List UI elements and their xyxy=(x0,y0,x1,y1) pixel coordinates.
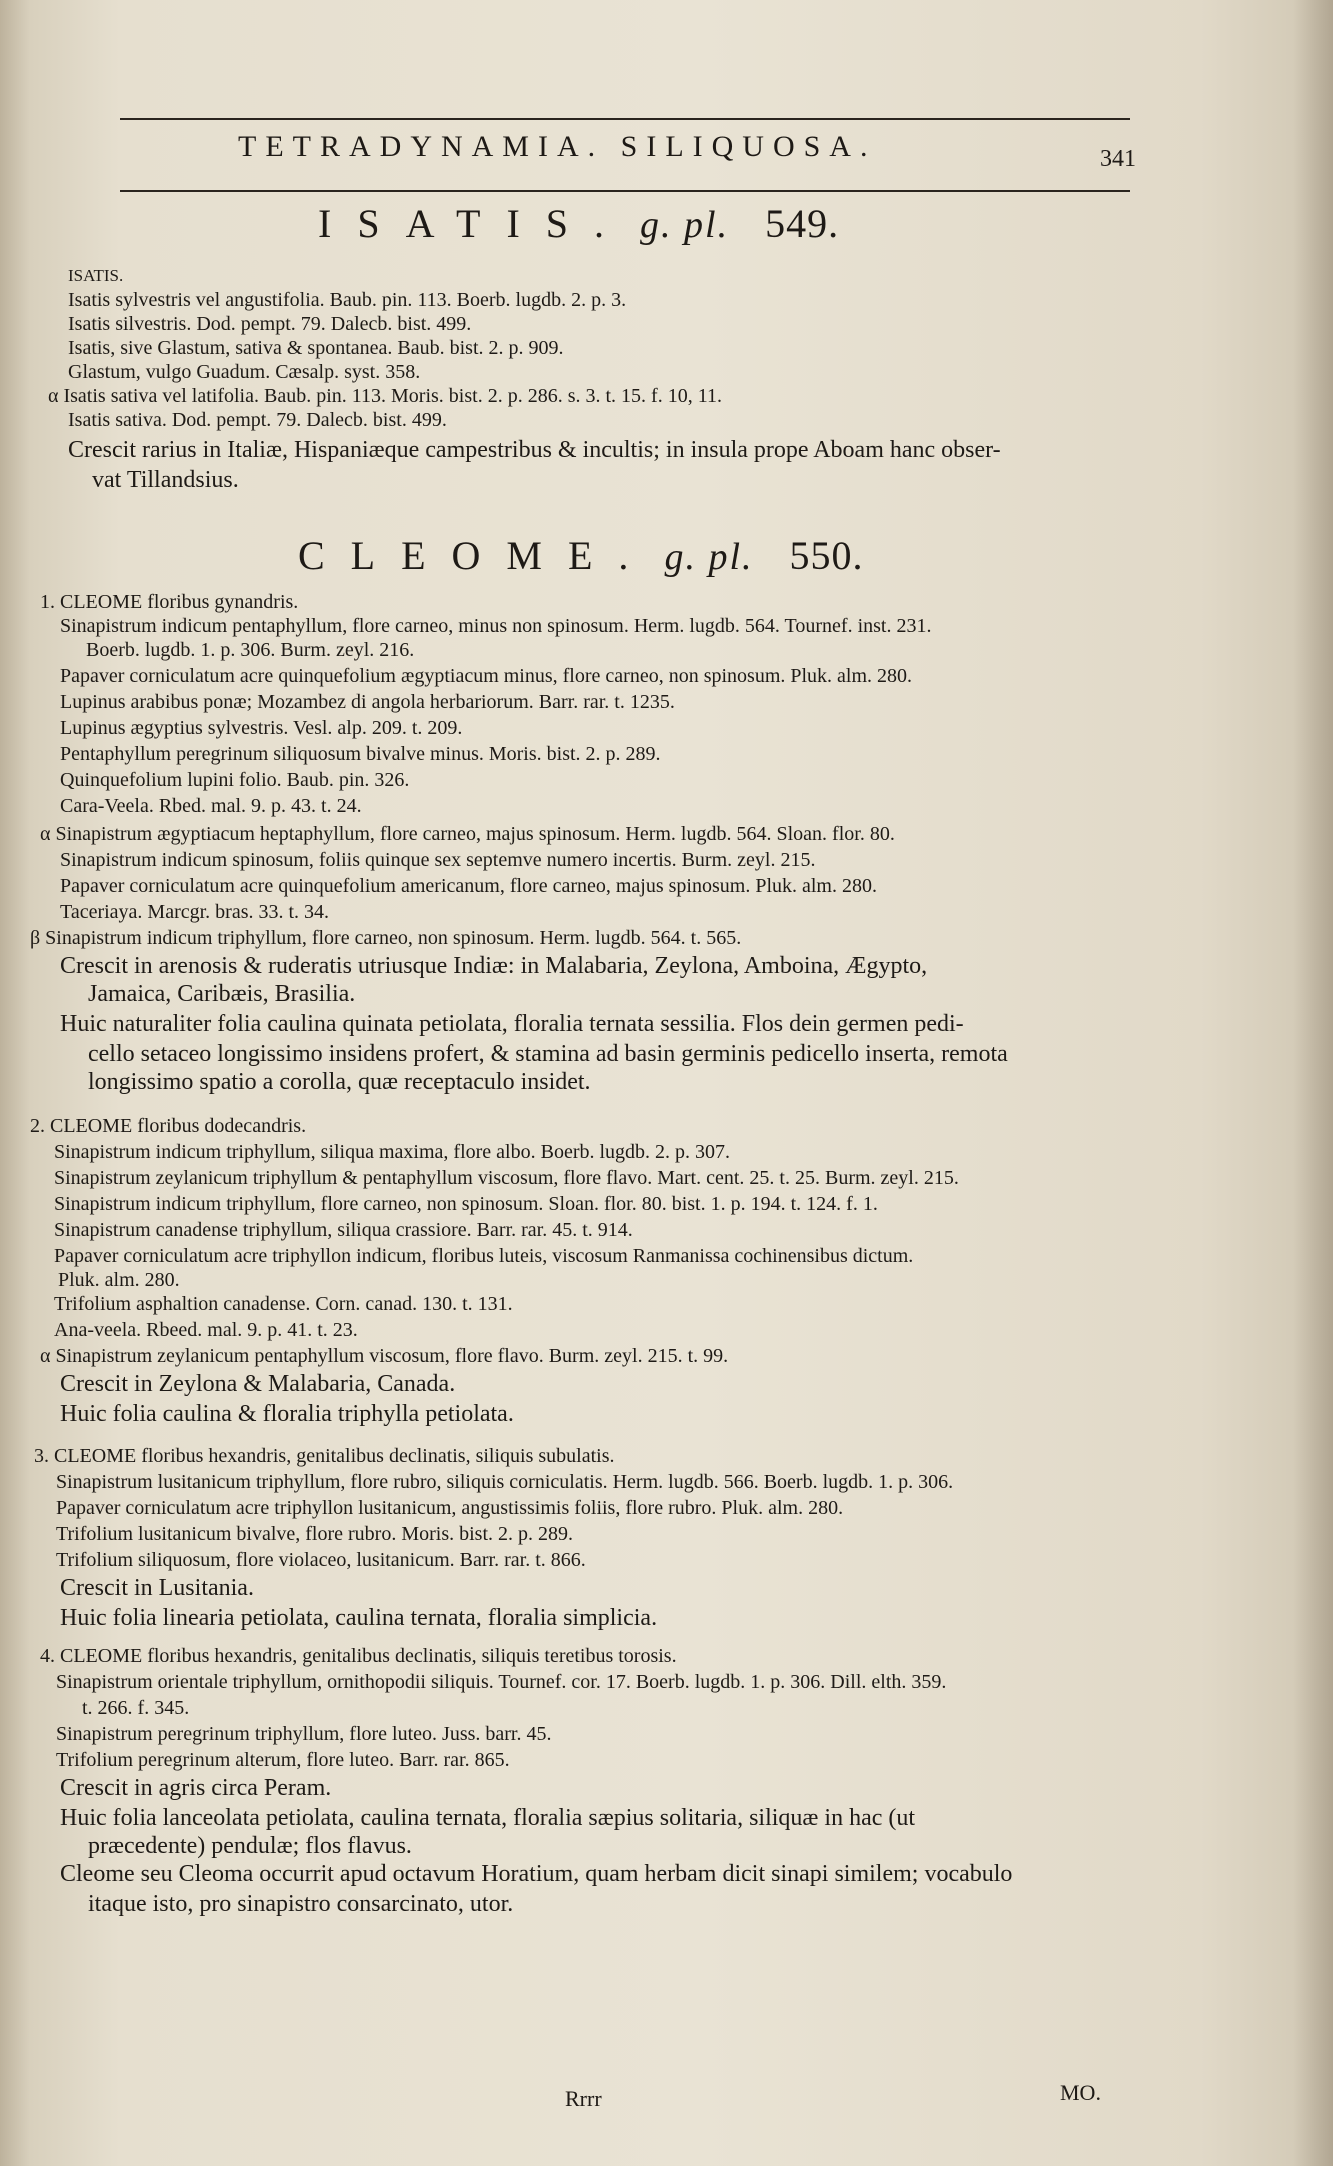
text-line: cello setaceo longissimo insidens profert, & stamina ad basin germinis pedicello inserta, remota xyxy=(88,1041,1008,1067)
text-line: Isatis, sive Glastum, sativa & spontanea. Baub. bist. 2. p. 909. xyxy=(68,337,564,359)
text-line: Lupinus ægyptius sylvestris. Vesl. alp. 209. t. 209. xyxy=(60,717,463,739)
text-line: Huic naturaliter folia caulina quinata petiolata, floralia ternata sessilia. Flos dein germen pedi- xyxy=(60,1011,964,1037)
genus-heading-cleome xyxy=(298,532,864,579)
text-line: Sinapistrum indicum spinosum, foliis quinque sex septemve numero incertis. Burm. zeyl. 215. xyxy=(60,849,816,871)
text-line: præcedente) pendulæ; flos flavus. xyxy=(88,1833,412,1859)
text-line: Huic folia lanceolata petiolata, caulina ternata, floralia sæpius solitaria, siliquæ in hac (ut xyxy=(60,1805,916,1831)
genus-name: CLEOME. xyxy=(298,533,655,578)
text-line: Jamaica, Caribæis, Brasilia. xyxy=(88,981,356,1007)
text-line: Sinapistrum indicum triphyllum, flore carneo, non spinosum. Sloan. flor. 80. bist. 1. p. 194. t. 124. f. 1. xyxy=(54,1193,878,1215)
genus-ref-number: 549. xyxy=(765,201,840,246)
text-line: Huic folia linearia petiolata, caulina ternata, floralia simplicia. xyxy=(60,1605,658,1631)
text-line: Isatis silvestris. Dod. pempt. 79. Dalecb. bist. 499. xyxy=(68,313,472,335)
text-line: Taceriaya. Marcgr. bras. 33. t. 34. xyxy=(60,901,330,923)
page-gutter-shadow xyxy=(1293,0,1333,2166)
text-line: Trifolium asphaltion canadense. Corn. canad. 130. t. 131. xyxy=(54,1293,513,1315)
text-line: Papaver corniculatum acre triphyllon lusitanicum, angustissimis foliis, flore rubro. Pluk. alm. 280. xyxy=(56,1497,844,1519)
text-line: itaque isto, pro sinapistro consarcinato, utor. xyxy=(88,1891,514,1917)
text-line: 4. CLEOME floribus hexandris, genitalibus declinatis, siliquis teretibus torosis. xyxy=(40,1645,677,1667)
genus-ref-label: g. pl. xyxy=(640,204,730,246)
text-line: Boerb. lugdb. 1. p. 306. Burm. zeyl. 216. xyxy=(86,639,415,661)
text-line: Cara-Veela. Rbed. mal. 9. p. 43. t. 24. xyxy=(60,795,362,817)
text-line: α Sinapistrum ægyptiacum heptaphyllum, flore carneo, majus spinosum. Herm. lugdb. 564. Sloan. flor. 80. xyxy=(40,823,895,845)
text-line: vat Tillandsius. xyxy=(92,467,239,493)
running-title: TETRADYNAMIA. SILIQUOSA. xyxy=(238,130,877,163)
text-line: Sinapistrum lusitanicum triphyllum, flore rubro, siliquis corniculatis. Herm. lugdb. 566. Boerb. lugdb. 1. p. 306. xyxy=(56,1471,954,1493)
page-number: 341 xyxy=(1100,146,1136,172)
text-line: Sinapistrum zeylanicum triphyllum & pentaphyllum viscosum, flore flavo. Mart. cent. 25. t. 25. Burm. zeyl. 215. xyxy=(54,1167,959,1189)
genus-ref-number: 550. xyxy=(789,533,864,578)
text-line: Huic folia caulina & floralia triphylla petiolata. xyxy=(60,1401,514,1427)
text-line: Papaver corniculatum acre triphyllon indicum, floribus luteis, viscosum Ranmanissa cochinensibus dictum. xyxy=(54,1245,914,1267)
text-line: ISATIS. xyxy=(68,266,124,285)
running-header xyxy=(120,118,1136,192)
text-line: Isatis sylvestris vel angustifolia. Baub. pin. 113. Boerb. lugdb. 2. p. 3. xyxy=(68,289,627,311)
text-line: Pluk. alm. 280. xyxy=(58,1269,180,1291)
text-line: Crescit in Zeylona & Malabaria, Canada. xyxy=(60,1371,456,1397)
signature-mark: Rrrr xyxy=(565,2086,602,2111)
text-line: Ana-veela. Rbeed. mal. 9. p. 41. t. 23. xyxy=(54,1319,358,1341)
text-line: 2. CLEOME floribus dodecandris. xyxy=(30,1115,307,1137)
text-line: Crescit in arenosis & ruderatis utriusque Indiæ: in Malabaria, Zeylona, Amboina, Ægypto, xyxy=(60,953,928,979)
text-line: Sinapistrum indicum pentaphyllum, flore carneo, minus non spinosum. Herm. lugdb. 564. Tournef. inst. 231. xyxy=(60,615,932,637)
genus-name: ISATIS. xyxy=(318,201,631,246)
text-line: Trifolium lusitanicum bivalve, flore rubro. Moris. bist. 2. p. 289. xyxy=(56,1523,574,1545)
text-line: Pentaphyllum peregrinum siliquosum bivalve minus. Moris. bist. 2. p. 289. xyxy=(60,743,661,765)
genus-ref-label: g. pl. xyxy=(664,536,754,578)
genus-heading-isatis xyxy=(318,200,839,247)
text-line: Isatis sativa. Dod. pempt. 79. Dalecb. bist. 499. xyxy=(68,409,447,431)
catchword: MO. xyxy=(1060,2080,1101,2105)
text-line: Sinapistrum orientale triphyllum, ornithopodii siliquis. Tournef. cor. 17. Boerb. lugdb. 1. p. 306. Dill. elth. 359. xyxy=(56,1671,947,1693)
text-line: t. 266. f. 345. xyxy=(82,1697,190,1719)
text-line: Sinapistrum canadense triphyllum, siliqua crassiore. Barr. rar. 45. t. 914. xyxy=(54,1219,633,1241)
text-line: Glastum, vulgo Guadum. Cæsalp. syst. 358. xyxy=(68,361,421,383)
text-line: Crescit rarius in Italiæ, Hispaniæque campestribus & incultis; in insula prope Aboam hanc obser- xyxy=(68,437,1001,463)
text-line: Trifolium peregrinum alterum, flore luteo. Barr. rar. 865. xyxy=(56,1749,510,1771)
text-line: Crescit in agris circa Peram. xyxy=(60,1775,332,1801)
text-line: longissimo spatio a corolla, quæ receptaculo insidet. xyxy=(88,1069,591,1095)
text-line: Quinquefolium lupini folio. Baub. pin. 326. xyxy=(60,769,410,791)
text-line: Papaver corniculatum acre quinquefolium americanum, flore carneo, majus spinosum. Pluk. alm. 280. xyxy=(60,875,877,897)
text-line: Sinapistrum peregrinum triphyllum, flore luteo. Juss. barr. 45. xyxy=(56,1723,552,1745)
text-line: Papaver corniculatum acre quinquefolium ægyptiacum minus, flore carneo, non spinosum. Pluk. alm. 280. xyxy=(60,665,913,687)
text-line: α Isatis sativa vel latifolia. Baub. pin. 113. Moris. bist. 2. p. 286. s. 3. t. 15. f. 10, 11. xyxy=(48,385,722,407)
text-line: Crescit in Lusitania. xyxy=(60,1575,254,1601)
text-line: α Sinapistrum zeylanicum pentaphyllum viscosum, flore flavo. Burm. zeyl. 215. t. 99. xyxy=(40,1345,729,1367)
text-line: Cleome seu Cleoma occurrit apud octavum Horatium, quam herbam dicit sinapi similem; vocabulo xyxy=(60,1861,1013,1887)
text-line: Trifolium siliquosum, flore violaceo, lusitanicum. Barr. rar. t. 866. xyxy=(56,1549,586,1571)
text-line: β Sinapistrum indicum triphyllum, flore carneo, non spinosum. Herm. lugdb. 564. t. 565. xyxy=(30,927,742,949)
text-line: 1. CLEOME floribus gynandris. xyxy=(40,591,299,613)
text-line: 3. CLEOME floribus hexandris, genitalibus declinatis, siliquis subulatis. xyxy=(34,1445,615,1467)
text-line: Sinapistrum indicum triphyllum, siliqua maxima, flore albo. Boerb. lugdb. 2. p. 307. xyxy=(54,1141,731,1163)
text-line: Lupinus arabibus ponæ; Mozambez di angola herbariorum. Barr. rar. t. 1235. xyxy=(60,691,675,713)
